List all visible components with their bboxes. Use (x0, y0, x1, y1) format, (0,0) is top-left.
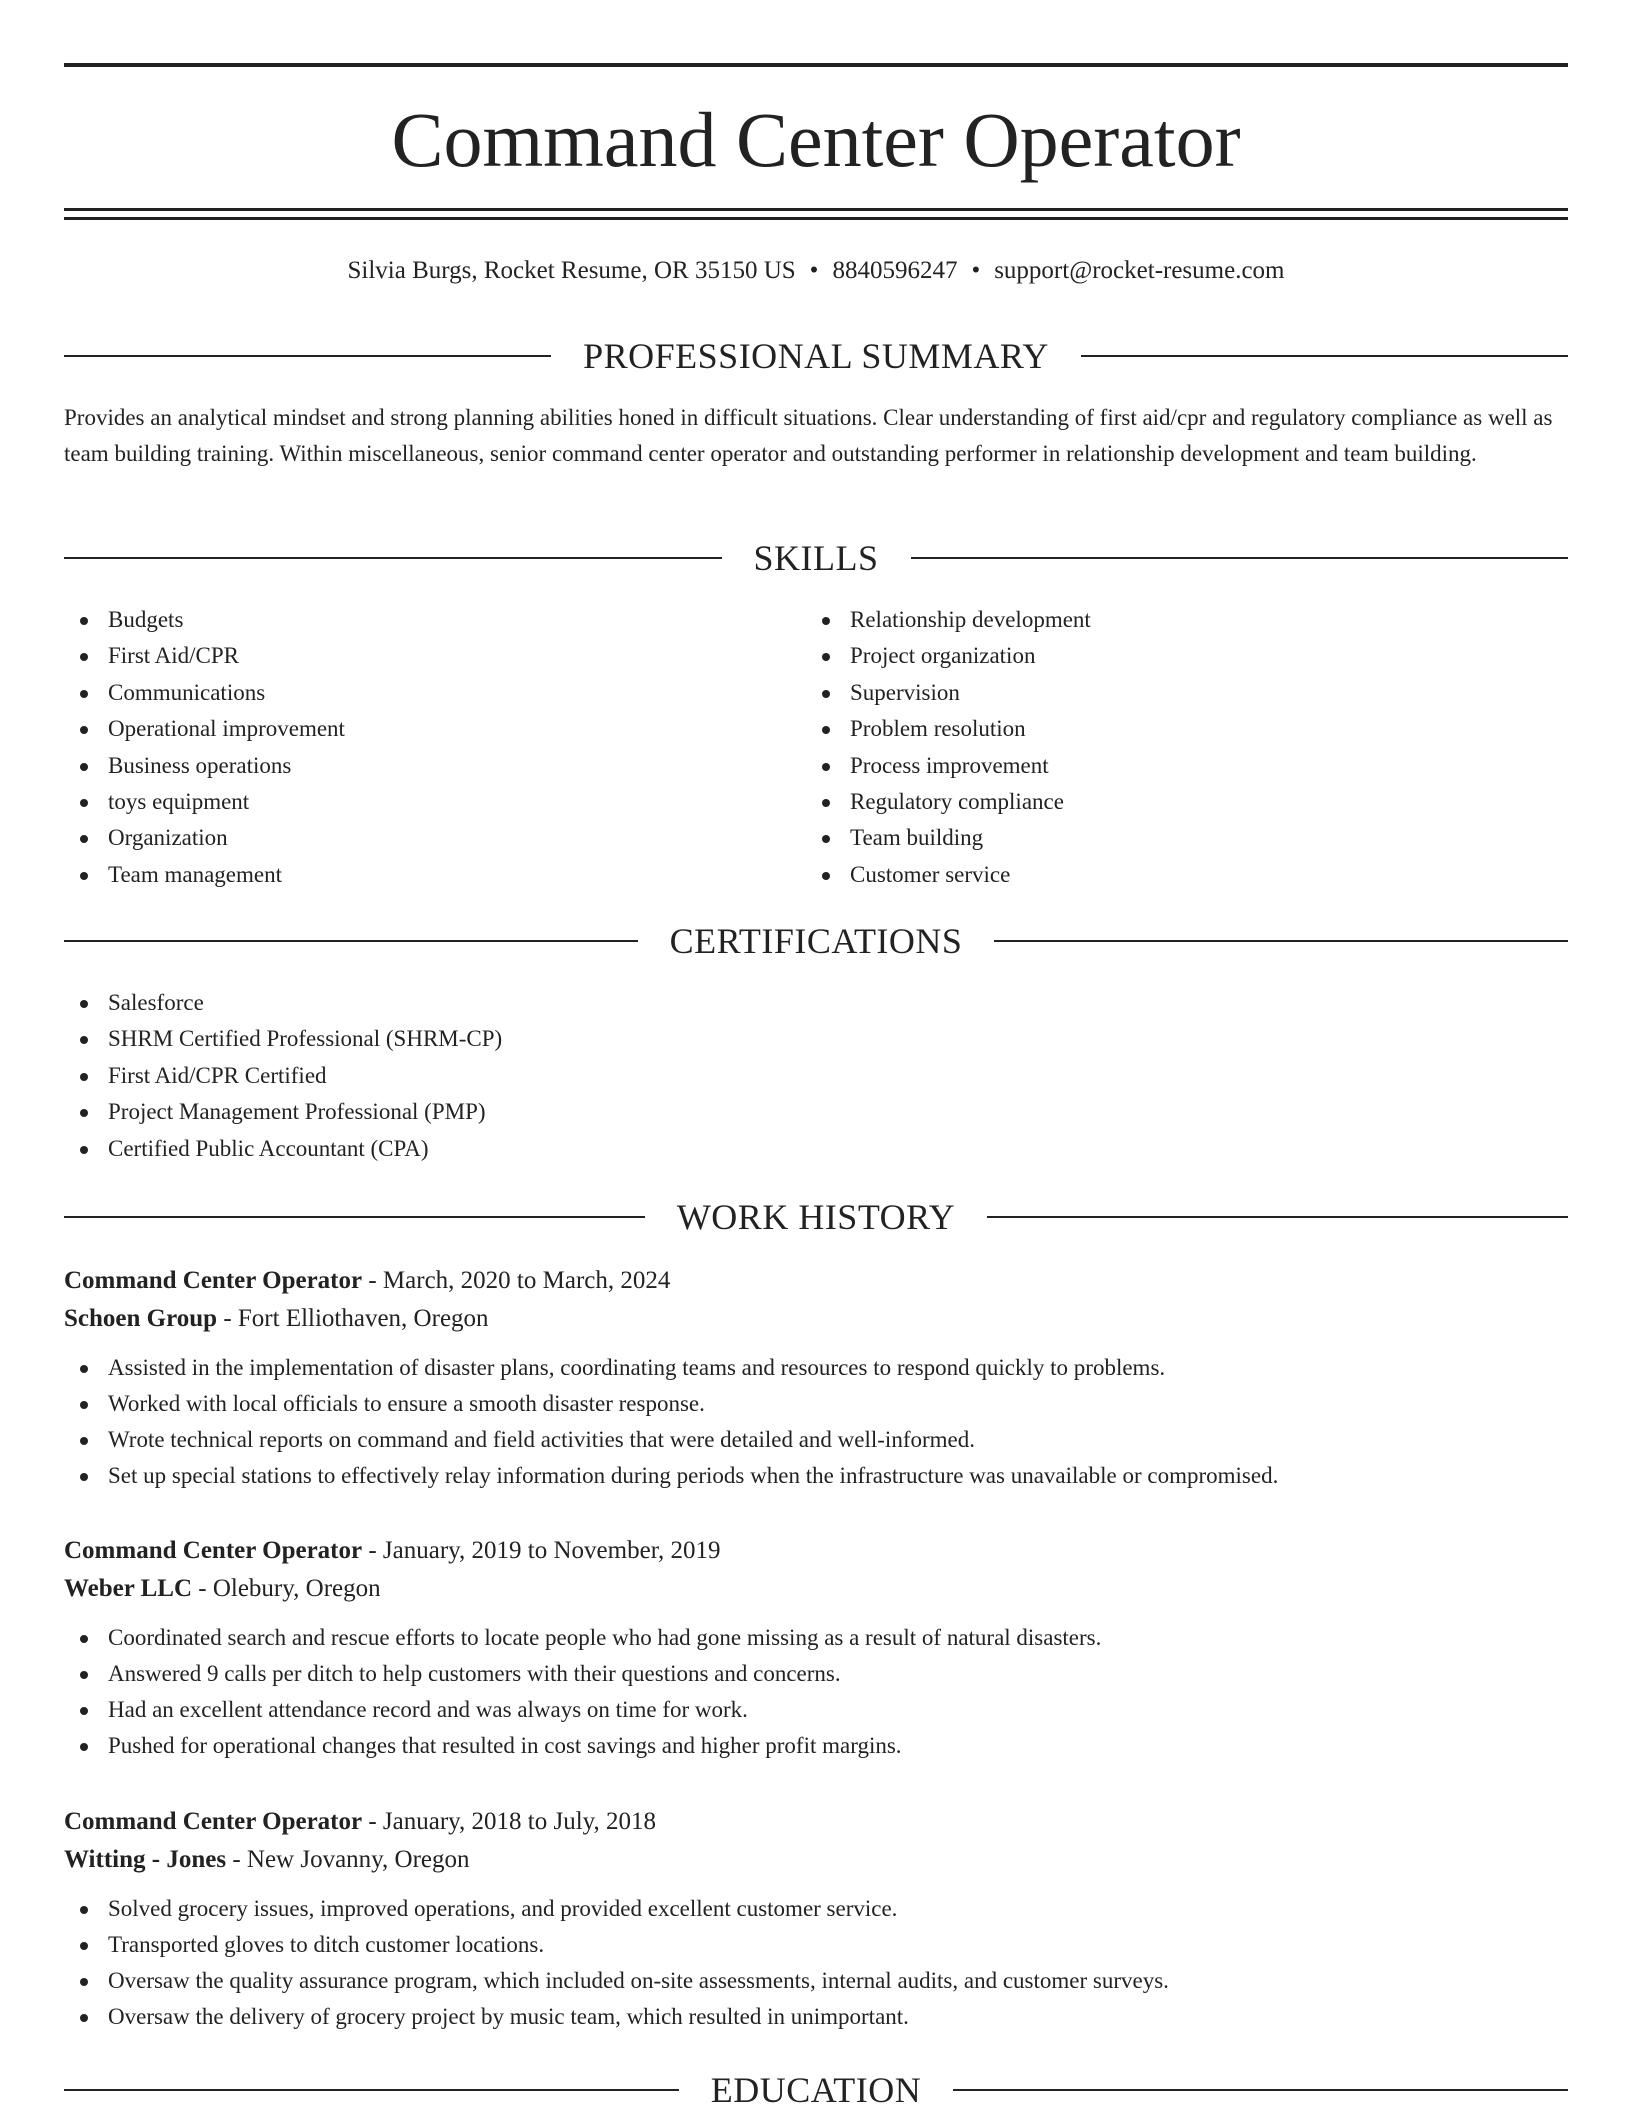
contact-separator: • (971, 257, 981, 284)
job-bullet: Coordinated search and rescue efforts to locate people who had gone missing as a result of natural disasters. (64, 1620, 1568, 1656)
job-company-line (64, 1570, 1568, 1608)
job-entry (64, 1803, 1568, 2035)
section-rule (953, 2089, 1568, 2091)
section-title-work: WORK HISTORY (676, 1197, 956, 1237)
job-bullet: Oversaw the delivery of grocery project by music team, which resulted in unimportant. (64, 1999, 1568, 2035)
skill-item: First Aid/CPR (64, 638, 764, 674)
skill-item: Team building (806, 820, 1506, 856)
job-entry (64, 1532, 1568, 1764)
skills-list-right (806, 602, 1506, 893)
job-title-line (64, 1262, 1568, 1300)
job-bullet: Oversaw the quality assurance program, which included on-site assessments, internal audits, and customer surveys. (64, 1963, 1568, 1999)
section-rule (64, 557, 722, 559)
skill-item: Team management (64, 857, 764, 893)
certification-item: First Aid/CPR Certified (64, 1058, 1464, 1094)
job-role: Command Center Operator (64, 1808, 363, 1835)
section-rule (987, 1216, 1568, 1218)
section-header-summary (64, 334, 1568, 378)
job-title-line (64, 1803, 1568, 1841)
job-bullets (64, 1350, 1568, 1494)
job-location: - Olebury, Oregon (192, 1575, 381, 1602)
skill-item: Regulatory compliance (806, 784, 1506, 820)
job-dates: - January, 2019 to November, 2019 (362, 1537, 721, 1564)
skill-item: Problem resolution (806, 711, 1506, 747)
job-bullet: Answered 9 calls per ditch to help customers with their questions and concerns. (64, 1656, 1568, 1692)
skill-item: Communications (64, 675, 764, 711)
job-bullet: Set up special stations to effectively relay information during periods when the infrastructure was unavailable or compromised. (64, 1458, 1568, 1494)
certification-item: Salesforce (64, 985, 1464, 1021)
certification-item: Project Management Professional (PMP) (64, 1094, 1464, 1130)
job-bullet: Pushed for operational changes that resulted in cost savings and higher profit margins. (64, 1728, 1568, 1764)
job-location: - Fort Elliothaven, Oregon (217, 1305, 489, 1332)
section-title-education: EDUCATION (710, 2070, 922, 2110)
job-dates: - January, 2018 to July, 2018 (362, 1808, 657, 1835)
job-bullet: Transported gloves to ditch customer locations. (64, 1927, 1568, 1963)
job-entry (64, 1262, 1568, 1494)
section-title-skills: SKILLS (753, 538, 879, 578)
section-rule (994, 940, 1568, 942)
job-bullets (64, 1620, 1568, 1764)
section-rule (64, 1216, 645, 1218)
section-header-skills (64, 536, 1568, 580)
job-company-line (64, 1841, 1568, 1879)
skill-item: Business operations (64, 748, 764, 784)
skill-item: Project organization (806, 638, 1506, 674)
skill-item: Organization (64, 820, 764, 856)
page-title: Command Center Operator (391, 96, 1241, 183)
skill-item: Relationship development (806, 602, 1506, 638)
section-title-summary: PROFESSIONAL SUMMARY (583, 336, 1049, 376)
job-location: - New Jovanny, Oregon (226, 1846, 470, 1873)
top-rule (64, 63, 1568, 67)
contact-email: support@rocket-resume.com (994, 257, 1285, 284)
contact-separator: • (809, 257, 819, 284)
job-bullet: Worked with local officials to ensure a smooth disaster response. (64, 1386, 1568, 1422)
skill-item: Operational improvement (64, 711, 764, 747)
section-rule (911, 557, 1569, 559)
job-bullet: Assisted in the implementation of disaster plans, coordinating teams and resources to respond quickly to problems. (64, 1350, 1568, 1386)
skill-item: Process improvement (806, 748, 1506, 784)
section-rule (64, 2089, 679, 2091)
job-company: Schoen Group (64, 1305, 218, 1332)
job-role: Command Center Operator (64, 1537, 363, 1564)
job-company: Weber LLC (64, 1575, 193, 1602)
job-company-line (64, 1300, 1568, 1338)
section-rule (64, 940, 638, 942)
section-header-education (64, 2068, 1568, 2112)
section-title-certifications: CERTIFICATIONS (669, 921, 963, 961)
job-company: Witting - Jones (64, 1846, 227, 1873)
job-bullets (64, 1891, 1568, 2035)
job-bullet: Solved grocery issues, improved operations, and provided excellent customer service. (64, 1891, 1568, 1927)
certification-item: Certified Public Accountant (CPA) (64, 1131, 1464, 1167)
job-title-line (64, 1532, 1568, 1570)
contact-phone: 8840596247 (832, 257, 958, 284)
certification-item: SHRM Certified Professional (SHRM-CP) (64, 1021, 1464, 1057)
skill-item: Budgets (64, 602, 764, 638)
job-dates: - March, 2020 to March, 2024 (362, 1267, 671, 1294)
section-rule (64, 355, 551, 357)
contact-line (64, 254, 1568, 288)
section-header-work (64, 1195, 1568, 1239)
skill-item: Supervision (806, 675, 1506, 711)
summary-text: Provides an analytical mindset and strong planning abilities honed in difficult situations. Clear understanding of first aid/cpr and regulatory compliance as well as team building training. Within miscellaneous, senior command center operator and outstanding performer in relationship development and team building. (64, 405, 1553, 466)
job-role: Command Center Operator (64, 1267, 363, 1294)
section-rule (1081, 355, 1568, 357)
job-bullet: Wrote technical reports on command and field activities that were detailed and well-informed. (64, 1422, 1568, 1458)
section-header-certifications (64, 919, 1568, 963)
certifications-list (64, 985, 1464, 1167)
skills-list-left (64, 602, 764, 893)
contact-address: Silvia Burgs, Rocket Resume, OR 35150 US (347, 257, 796, 284)
skill-item: Customer service (806, 857, 1506, 893)
skill-item: toys equipment (64, 784, 764, 820)
title-double-rule (64, 208, 1568, 220)
job-bullet: Had an excellent attendance record and was always on time for work. (64, 1692, 1568, 1728)
